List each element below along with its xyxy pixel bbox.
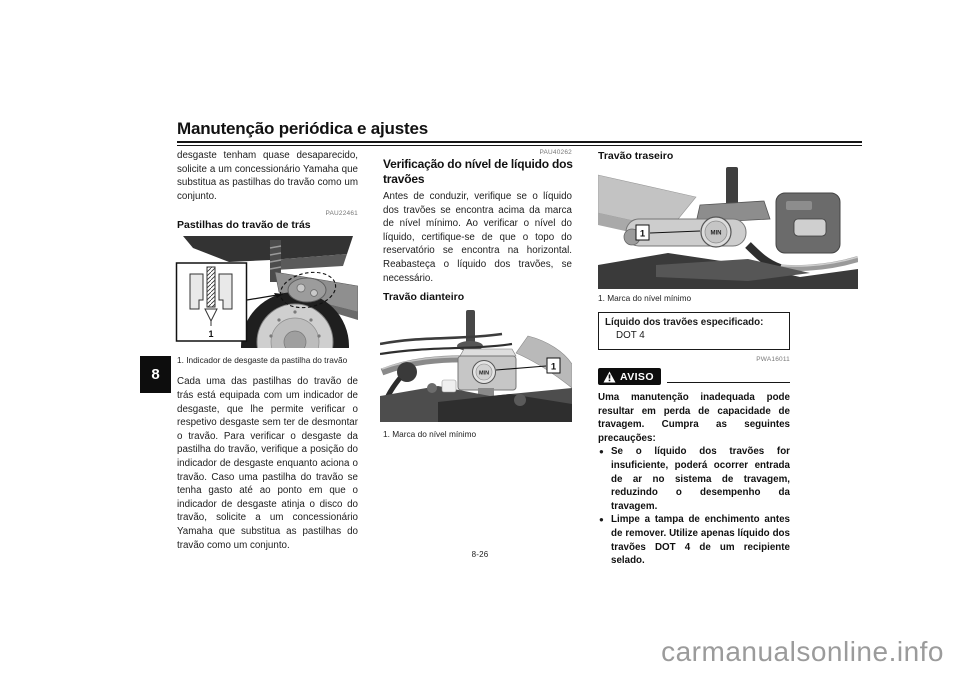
brake-fluid-paragraph: Antes de conduzir, verifique se o líquido dos travões se encontra acima da marca de nível mínimo. Ao verificar o nível do líquido, certifique-se de que o topo do reservatório se encontra na horizontal. Reabasteça o líquido dos travões, se necessário. — [383, 191, 572, 284]
warning-rule — [667, 382, 790, 383]
rear-brake-reservoir-figure — [598, 167, 790, 289]
column-left — [177, 149, 358, 552]
warning-triangle-icon — [603, 371, 616, 383]
rear-brake-pads-caption: 1. Indicador de desgaste da pastilha do travão — [177, 355, 348, 366]
front-brake-reservoir-caption: 1. Marca do nível mínimo — [383, 429, 477, 440]
column-middle — [383, 149, 572, 439]
ref-code-pwa16011: PWA16011 — [756, 356, 790, 363]
rear-brake-reservoir-caption: 1. Marca do nível mínimo — [598, 293, 692, 303]
brake-fluid-spec-box — [598, 312, 790, 350]
warning-label: AVISO — [620, 370, 654, 383]
figure-callout-1: 1 — [550, 361, 557, 373]
bullet-icon: ● — [599, 447, 604, 457]
ref-code-pau40262: PAU40262 — [539, 149, 572, 156]
spec-title: Líquido dos travões especificado: — [605, 317, 764, 328]
watermark: carmanualsonline.info — [661, 636, 944, 667]
min-mark-label: MIN — [710, 230, 722, 237]
intro-paragraph: desgaste tenham quase desaparecido, solicite a um concessionário Yamaha que substitua as pastilhas do travão como um conjunto. — [177, 150, 358, 202]
min-mark-label: MIN — [478, 370, 490, 377]
spec-value: DOT 4 — [616, 329, 645, 341]
rear-brake-reservoir-illustration — [598, 167, 858, 289]
page-title: Manutenção periódica e ajustes — [177, 119, 428, 138]
warning-intro: Uma manutenção inadequada pode resultar em perda de capacidade de travagem. Cumpra as seguintes precauções: — [598, 392, 790, 444]
warning-header — [598, 368, 790, 385]
figure-callout-1: 1 — [639, 228, 646, 240]
rear-brake-pads-illustration — [175, 236, 358, 348]
warning-bullet-2: ● Limpe a tampa de enchimento antes de remover. Utilize apenas líquido dos travões DOT 4 de um recipiente selado. — [599, 514, 790, 567]
inset-callout-1: 1 — [208, 329, 214, 340]
bullet-icon: ● — [599, 515, 604, 525]
rear-brake-pads-paragraph: Cada uma das pastilhas do travão de trás está equipada com um indicador de desgaste, que lhe permite verificar o respetivo desgaste sem ter de desmontar o travão. Para verificar o desgaste da pastilha do travão, verifique a posição do indicador de desgaste enquanto aciona o travão. Caso uma pastilha do travão se tenha gasto até ao ponto em que o indicador de desgaste atinja o disco do travão, solicite a um concessionário Yamaha que substitua as pastilhas do travão como um conjunto. — [177, 376, 358, 551]
front-brake-reservoir-figure — [380, 308, 572, 422]
header-rule — [177, 141, 862, 146]
page-number: 8-26 — [471, 550, 489, 559]
warning-bullet-1: ● Se o líquido dos travões for insuficiente, poderá ocorrer entrada de ar no sistema de travagem, reduzindo o desempenho da travagem. — [599, 446, 790, 512]
heading-brake-fluid-check: Verificação do nível de líquido dos travões — [383, 157, 573, 186]
rear-brake-pads-figure — [175, 236, 358, 348]
ref-code-pau22461: PAU22461 — [325, 210, 358, 218]
front-brake-reservoir-illustration — [380, 308, 572, 422]
chapter-tab: 8 — [140, 356, 171, 393]
column-right — [598, 149, 790, 568]
warning-badge — [598, 368, 661, 385]
subheading-rear-brake: Travão traseiro — [598, 150, 674, 162]
subheading-front-brake: Travão dianteiro — [383, 291, 465, 304]
heading-rear-brake-pads: Pastilhas do travão de trás — [177, 219, 311, 232]
